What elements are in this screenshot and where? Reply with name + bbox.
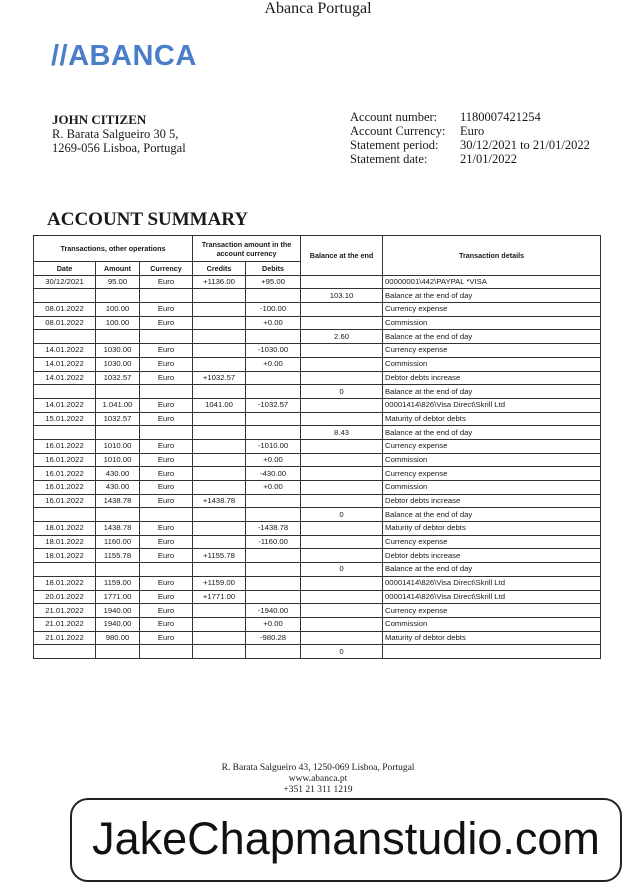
cell-currency: Euro	[140, 522, 193, 536]
cell-currency: Euro	[140, 617, 193, 631]
cell-credits	[193, 508, 246, 522]
cell-date	[34, 330, 96, 344]
cell-debits: +0.00	[246, 481, 301, 495]
cell-date: 16.01.2022	[34, 439, 96, 453]
cell-credits: +1155.78	[193, 549, 246, 563]
header-group-amount: Transaction amount in the account currency	[193, 236, 301, 262]
cell-balance	[301, 522, 383, 536]
cell-date	[34, 508, 96, 522]
cell-debits: +0.00	[246, 617, 301, 631]
cell-amount	[96, 645, 140, 659]
cell-date	[34, 563, 96, 577]
cell-balance	[301, 576, 383, 590]
cell-balance	[301, 303, 383, 317]
cell-details: 00001414\826\Visa Direct\Skrill Ltd	[383, 398, 601, 412]
cell-debits	[246, 576, 301, 590]
cell-credits: +1136.00	[193, 275, 246, 289]
cell-credits	[193, 439, 246, 453]
cell-details: Currency expense	[383, 344, 601, 358]
cell-debits: -1032.57	[246, 398, 301, 412]
cell-debits	[246, 508, 301, 522]
cell-details: Commission	[383, 357, 601, 371]
cell-date	[34, 385, 96, 399]
cell-date: 16.01.2022	[34, 467, 96, 481]
table-row	[34, 467, 601, 481]
footer-address: R. Barata Salgueiro 43, 1250-069 Lisboa, Portugal	[221, 763, 415, 773]
cell-currency: Euro	[140, 275, 193, 289]
account-info-value: 21/01/2022	[460, 152, 517, 166]
cell-currency	[140, 385, 193, 399]
cell-balance	[301, 481, 383, 495]
header-details: Transaction details	[383, 236, 601, 276]
cell-currency: Euro	[140, 344, 193, 358]
transactions-body	[34, 275, 601, 658]
customer-address-line1: R. Barata Salgueiro 30 5,	[52, 127, 179, 141]
cell-date: 18.01.2022	[34, 522, 96, 536]
table-row	[34, 344, 601, 358]
cell-currency	[140, 426, 193, 440]
cell-currency	[140, 508, 193, 522]
cell-balance	[301, 316, 383, 330]
cell-debits: +0.00	[246, 316, 301, 330]
table-row	[34, 604, 601, 618]
cell-currency: Euro	[140, 439, 193, 453]
cell-debits: -1160.00	[246, 535, 301, 549]
footer-phone: +351 21 311 1219	[283, 785, 353, 795]
account-info-label: Statement date:	[350, 152, 428, 166]
cell-balance: 8.43	[301, 426, 383, 440]
cell-credits	[193, 645, 246, 659]
summary-title: ACCOUNT SUMMARY	[47, 209, 249, 230]
cell-balance	[301, 617, 383, 631]
cell-date: 21.01.2022	[34, 631, 96, 645]
cell-amount: 1438.78	[96, 494, 140, 508]
table-row	[34, 576, 601, 590]
cell-balance	[301, 412, 383, 426]
cell-details: 00000001\442\PAYPAL *VISA	[383, 275, 601, 289]
footer-website[interactable]: www.abanca.pt	[288, 774, 348, 784]
cell-currency	[140, 330, 193, 344]
cell-details: Balance at the end of day	[383, 330, 601, 344]
cell-balance: 0	[301, 508, 383, 522]
cell-balance	[301, 357, 383, 371]
cell-date: 08.01.2022	[34, 316, 96, 330]
cell-details: Maturity of debtor debts	[383, 412, 601, 426]
cell-debits	[246, 426, 301, 440]
cell-balance: 2.60	[301, 330, 383, 344]
cell-currency: Euro	[140, 371, 193, 385]
cell-credits: +1032.57	[193, 371, 246, 385]
cell-date: 21.01.2022	[34, 604, 96, 618]
customer-block	[52, 113, 186, 155]
table-row	[34, 385, 601, 399]
cell-details: Balance at the end of day	[383, 385, 601, 399]
cell-amount: 100.00	[96, 303, 140, 317]
cell-amount	[96, 289, 140, 303]
cell-balance	[301, 398, 383, 412]
account-info-label: Account number:	[350, 110, 438, 124]
account-info-row	[350, 124, 590, 138]
column-header-debits: Debits	[246, 262, 301, 276]
cell-amount: 95.00	[96, 275, 140, 289]
cell-date	[34, 289, 96, 303]
customer-name: JOHN CITIZEN	[52, 112, 147, 127]
cell-balance	[301, 453, 383, 467]
cell-debits: -100.00	[246, 303, 301, 317]
cell-credits	[193, 453, 246, 467]
table-row	[34, 426, 601, 440]
cell-balance	[301, 604, 383, 618]
cell-amount	[96, 426, 140, 440]
cell-date: 15.01.2022	[34, 412, 96, 426]
cell-debits	[246, 645, 301, 659]
table-row	[34, 563, 601, 577]
cell-amount: 1155.78	[96, 549, 140, 563]
cell-balance	[301, 631, 383, 645]
cell-amount: 1032.57	[96, 412, 140, 426]
cell-debits: -430.00	[246, 467, 301, 481]
cell-details: Commission	[383, 481, 601, 495]
cell-details: 00001414\826\Visa Direct\Skrill Ltd	[383, 590, 601, 604]
table-row	[34, 522, 601, 536]
cell-amount	[96, 563, 140, 577]
cell-balance	[301, 535, 383, 549]
table-row	[34, 398, 601, 412]
cell-balance: 0	[301, 563, 383, 577]
account-info-label: Account Currency:	[350, 124, 446, 138]
cell-debits	[246, 289, 301, 303]
watermark-banner: JakeChapmanstudio.com	[70, 798, 622, 882]
cell-amount: 1159.00	[96, 576, 140, 590]
cell-currency: Euro	[140, 604, 193, 618]
cell-debits: -1940.00	[246, 604, 301, 618]
cell-credits	[193, 316, 246, 330]
cell-credits	[193, 522, 246, 536]
cell-details: Commission	[383, 617, 601, 631]
cell-currency: Euro	[140, 576, 193, 590]
cell-details: Balance at the end of day	[383, 563, 601, 577]
cell-currency: Euro	[140, 535, 193, 549]
cell-credits	[193, 604, 246, 618]
cell-credits	[193, 357, 246, 371]
table-row	[34, 439, 601, 453]
account-info-row	[350, 110, 590, 124]
cell-debits	[246, 494, 301, 508]
cell-credits: 1041.00	[193, 398, 246, 412]
table-row	[34, 275, 601, 289]
cell-debits: -1010.00	[246, 439, 301, 453]
header-group-transactions: Transactions, other operations	[34, 236, 193, 262]
cell-amount: 430.00	[96, 481, 140, 495]
cell-balance	[301, 439, 383, 453]
cell-details: Commission	[383, 316, 601, 330]
cell-balance	[301, 344, 383, 358]
cell-date: 16.01.2022	[34, 453, 96, 467]
cell-debits	[246, 330, 301, 344]
cell-date	[34, 645, 96, 659]
bank-logo: //ABANCA	[51, 40, 197, 72]
cell-credits	[193, 303, 246, 317]
cell-balance: 103.10	[301, 289, 383, 303]
cell-credits: +1438.78	[193, 494, 246, 508]
table-row	[34, 631, 601, 645]
cell-balance	[301, 467, 383, 481]
header-balance: Balance at the end	[301, 236, 383, 276]
cell-details: Maturity of debtor debts	[383, 522, 601, 536]
table-row	[34, 494, 601, 508]
cell-debits: -980.28	[246, 631, 301, 645]
cell-amount: 1032.57	[96, 371, 140, 385]
cell-details	[383, 645, 601, 659]
cell-currency: Euro	[140, 494, 193, 508]
cell-date: 14.01.2022	[34, 398, 96, 412]
cell-debits: -1438.78	[246, 522, 301, 536]
table-row	[34, 535, 601, 549]
cell-amount: 100.00	[96, 316, 140, 330]
cell-details: Commission	[383, 453, 601, 467]
cell-details: Currency expense	[383, 604, 601, 618]
cell-balance	[301, 590, 383, 604]
cell-details: Debtor debts increase	[383, 549, 601, 563]
cell-balance	[301, 275, 383, 289]
cell-date: 30/12/2021	[34, 275, 96, 289]
cell-date: 18.01.2022	[34, 535, 96, 549]
cell-currency: Euro	[140, 303, 193, 317]
table-row	[34, 617, 601, 631]
cell-debits	[246, 412, 301, 426]
cell-currency: Euro	[140, 357, 193, 371]
cell-balance	[301, 549, 383, 563]
cell-credits	[193, 289, 246, 303]
cell-balance: 0	[301, 385, 383, 399]
table-row	[34, 357, 601, 371]
cell-amount: 1940.00	[96, 604, 140, 618]
column-header-currency: Currency	[140, 262, 193, 276]
cell-date: 16.01.2022	[34, 494, 96, 508]
cell-amount: 1160.00	[96, 535, 140, 549]
account-info-row	[350, 152, 590, 166]
cell-debits	[246, 549, 301, 563]
cell-amount: 1010.00	[96, 453, 140, 467]
cell-date: 14.01.2022	[34, 371, 96, 385]
cell-currency	[140, 289, 193, 303]
cell-debits: +95.00	[246, 275, 301, 289]
table-row	[34, 645, 601, 659]
cell-currency: Euro	[140, 412, 193, 426]
cell-debits: -1030.00	[246, 344, 301, 358]
cell-currency: Euro	[140, 590, 193, 604]
cell-currency: Euro	[140, 453, 193, 467]
cell-credits	[193, 535, 246, 549]
cell-credits	[193, 426, 246, 440]
table-row	[34, 453, 601, 467]
cell-credits: +1159.00	[193, 576, 246, 590]
cell-amount: 1030.00	[96, 344, 140, 358]
cell-date: 20.01.2022	[34, 590, 96, 604]
cell-amount	[96, 385, 140, 399]
cell-date: 18.01.2022	[34, 576, 96, 590]
cell-amount: 980.00	[96, 631, 140, 645]
cell-date: 14.01.2022	[34, 357, 96, 371]
cell-date: 21.01.2022	[34, 617, 96, 631]
cell-currency: Euro	[140, 467, 193, 481]
cell-date: 08.01.2022	[34, 303, 96, 317]
cell-amount: 1438.78	[96, 522, 140, 536]
account-info-value: 30/12/2021 to 21/01/2022	[460, 138, 590, 152]
column-header-amount: Amount	[96, 262, 140, 276]
cell-debits	[246, 590, 301, 604]
cell-details: Maturity of debtor debts	[383, 631, 601, 645]
cell-credits	[193, 385, 246, 399]
customer-address-line2: 1269-056 Lisboa, Portugal	[52, 141, 186, 155]
cell-currency	[140, 645, 193, 659]
table-row	[34, 549, 601, 563]
table-row	[34, 316, 601, 330]
table-row	[34, 289, 601, 303]
cell-currency: Euro	[140, 631, 193, 645]
cell-details: Currency expense	[383, 535, 601, 549]
cell-date: 18.01.2022	[34, 549, 96, 563]
cell-currency: Euro	[140, 316, 193, 330]
cell-credits	[193, 330, 246, 344]
table-row	[34, 303, 601, 317]
table-row	[34, 330, 601, 344]
cell-details: Currency expense	[383, 467, 601, 481]
cell-debits	[246, 385, 301, 399]
cell-credits	[193, 467, 246, 481]
cell-debits	[246, 371, 301, 385]
cell-currency: Euro	[140, 549, 193, 563]
cell-credits	[193, 617, 246, 631]
cell-currency: Euro	[140, 481, 193, 495]
cell-balance: 0	[301, 645, 383, 659]
cell-debits	[246, 563, 301, 577]
account-info-value: 1180007421254	[460, 110, 541, 124]
cell-details: Debtor debts increase	[383, 371, 601, 385]
cell-details: 00001414\826\Visa Direct\Skrill Ltd	[383, 576, 601, 590]
cell-amount: 1030.00	[96, 357, 140, 371]
cell-credits	[193, 412, 246, 426]
table-row	[34, 508, 601, 522]
cell-credits: +1771.00	[193, 590, 246, 604]
cell-details: Currency expense	[383, 303, 601, 317]
table-row	[34, 412, 601, 426]
cell-currency	[140, 563, 193, 577]
cell-credits	[193, 344, 246, 358]
account-info-row	[350, 138, 590, 152]
cell-credits	[193, 563, 246, 577]
column-header-date: Date	[34, 262, 96, 276]
cell-details: Balance at the end of day	[383, 426, 601, 440]
account-info-value: Euro	[460, 124, 485, 138]
cell-amount: 430.00	[96, 467, 140, 481]
cell-currency: Euro	[140, 398, 193, 412]
cell-amount: 1940.00	[96, 617, 140, 631]
table-row	[34, 590, 601, 604]
table-row	[34, 371, 601, 385]
table-row	[34, 481, 601, 495]
cell-details: Balance at the end of day	[383, 508, 601, 522]
cell-amount: 1.041.00	[96, 398, 140, 412]
cell-date	[34, 426, 96, 440]
cell-amount: 1771.00	[96, 590, 140, 604]
cell-credits	[193, 631, 246, 645]
cell-debits: +0.00	[246, 453, 301, 467]
cell-amount	[96, 508, 140, 522]
cell-amount	[96, 330, 140, 344]
footer-company: Abanca Portugal	[264, 0, 372, 17]
account-info	[350, 110, 590, 166]
cell-details: Currency expense	[383, 439, 601, 453]
cell-details: Balance at the end of day	[383, 289, 601, 303]
cell-date: 14.01.2022	[34, 344, 96, 358]
cell-amount: 1010.00	[96, 439, 140, 453]
cell-credits	[193, 481, 246, 495]
cell-debits: +0.00	[246, 357, 301, 371]
cell-balance	[301, 371, 383, 385]
column-header-credits: Credits	[193, 262, 246, 276]
cell-balance	[301, 494, 383, 508]
transactions-table	[33, 235, 601, 659]
account-info-label: Statement period:	[350, 138, 439, 152]
cell-date: 16.01.2022	[34, 481, 96, 495]
cell-details: Debtor debts increase	[383, 494, 601, 508]
